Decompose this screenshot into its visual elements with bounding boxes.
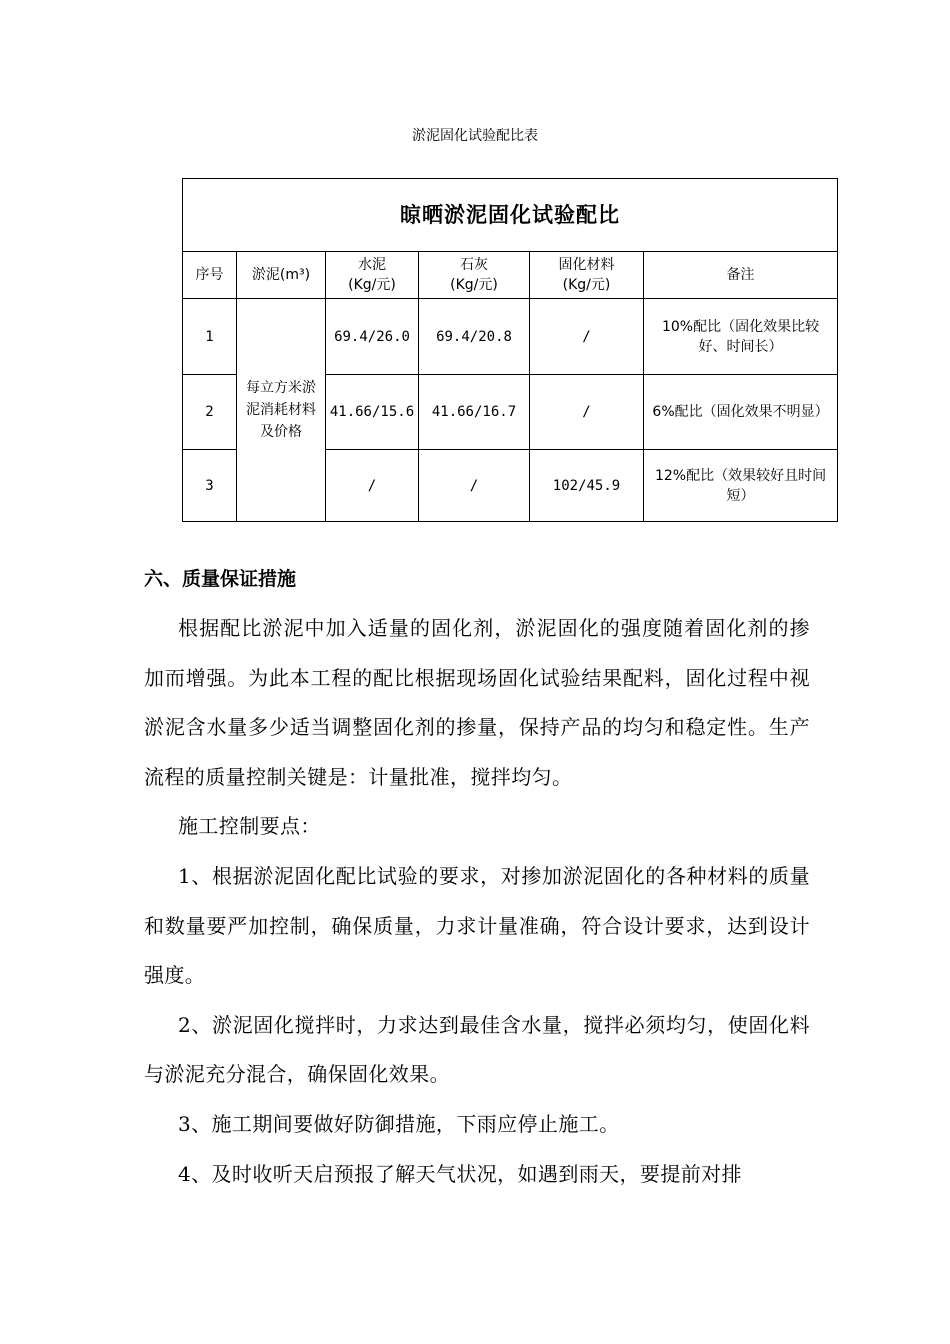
header-cement-label: 水泥 bbox=[358, 257, 386, 273]
cell-index: 1 bbox=[183, 299, 237, 375]
cell-cement: / bbox=[326, 450, 419, 522]
header-mud: 淤泥(m³) bbox=[237, 252, 326, 299]
header-agent-label: 固化材料 bbox=[558, 257, 615, 273]
paragraph: 3、施工期间要做好防御措施，下雨应停止施工。 bbox=[178, 1111, 620, 1136]
cell-cement: 69.4/26.0 bbox=[326, 299, 419, 375]
cell-agent: 102/45.9 bbox=[530, 450, 644, 522]
header-lime-label: 石灰 bbox=[460, 257, 488, 273]
header-note: 备注 bbox=[644, 252, 838, 299]
cell-agent: / bbox=[530, 375, 644, 450]
header-index: 序号 bbox=[183, 252, 237, 299]
paragraph: 施工控制要点： bbox=[178, 814, 321, 839]
cell-note: 12%配比（效果较好且时间短） bbox=[644, 450, 838, 522]
header-cement-unit: (Kg/元) bbox=[348, 277, 396, 293]
section-heading: 六、质量保证措施 bbox=[144, 568, 297, 590]
table-caption: 淤泥固化试验配比表 bbox=[412, 128, 538, 144]
cell-note: 10%配比（固化效果比较好、时间长） bbox=[644, 299, 838, 375]
cell-lime: 69.4/20.8 bbox=[419, 299, 530, 375]
header-lime bbox=[419, 252, 530, 299]
cell-note: 6%配比（固化效果不明显） bbox=[644, 375, 838, 450]
cell-lime: 41.66/16.7 bbox=[419, 375, 530, 450]
cell-lime: / bbox=[419, 450, 530, 522]
mix-ratio-table bbox=[182, 178, 838, 522]
paragraph: 4、及时收听天启预报了解天气状况，如遇到雨天，要提前对排 bbox=[178, 1161, 742, 1186]
cell-agent: / bbox=[530, 299, 644, 375]
cell-cement: 41.66/15.6 bbox=[326, 375, 419, 450]
header-cement bbox=[326, 252, 419, 299]
paragraph: 根据配比淤泥中加入适量的固化剂，淤泥固化的强度随着固化剂的掺加而增强。为此本工程的配比根据现场固化试验结果配料，固化过程中视淤泥含水量多少适当调整固化剂的掺量，保持产品的均匀和稳定性。生产流程的质量控制关键是：计量批准，搅拌均匀。 bbox=[144, 616, 810, 789]
paragraph: 1、根据淤泥固化配比试验的要求，对掺加淤泥固化的各种材料的质量和数量要严加控制，确保质量，力求计量准确，符合设计要求，达到设计强度。 bbox=[144, 863, 810, 988]
cell-index: 2 bbox=[183, 375, 237, 450]
header-lime-unit: (Kg/元) bbox=[450, 277, 498, 293]
table-row bbox=[183, 299, 838, 375]
header-agent bbox=[530, 252, 644, 299]
body-content bbox=[144, 560, 810, 1199]
table-title: 晾晒淤泥固化试验配比 bbox=[183, 179, 838, 252]
cell-mud-description: 每立方米淤泥消耗材料及价格 bbox=[237, 299, 326, 522]
header-agent-unit: (Kg/元) bbox=[562, 277, 611, 293]
cell-index: 3 bbox=[183, 450, 237, 522]
table-header-row bbox=[183, 252, 838, 299]
paragraph: 2、淤泥固化搅拌时，力求达到最佳含水量，搅拌必须均匀，使固化料与淤泥充分混合，确保固化效果。 bbox=[144, 1012, 810, 1087]
